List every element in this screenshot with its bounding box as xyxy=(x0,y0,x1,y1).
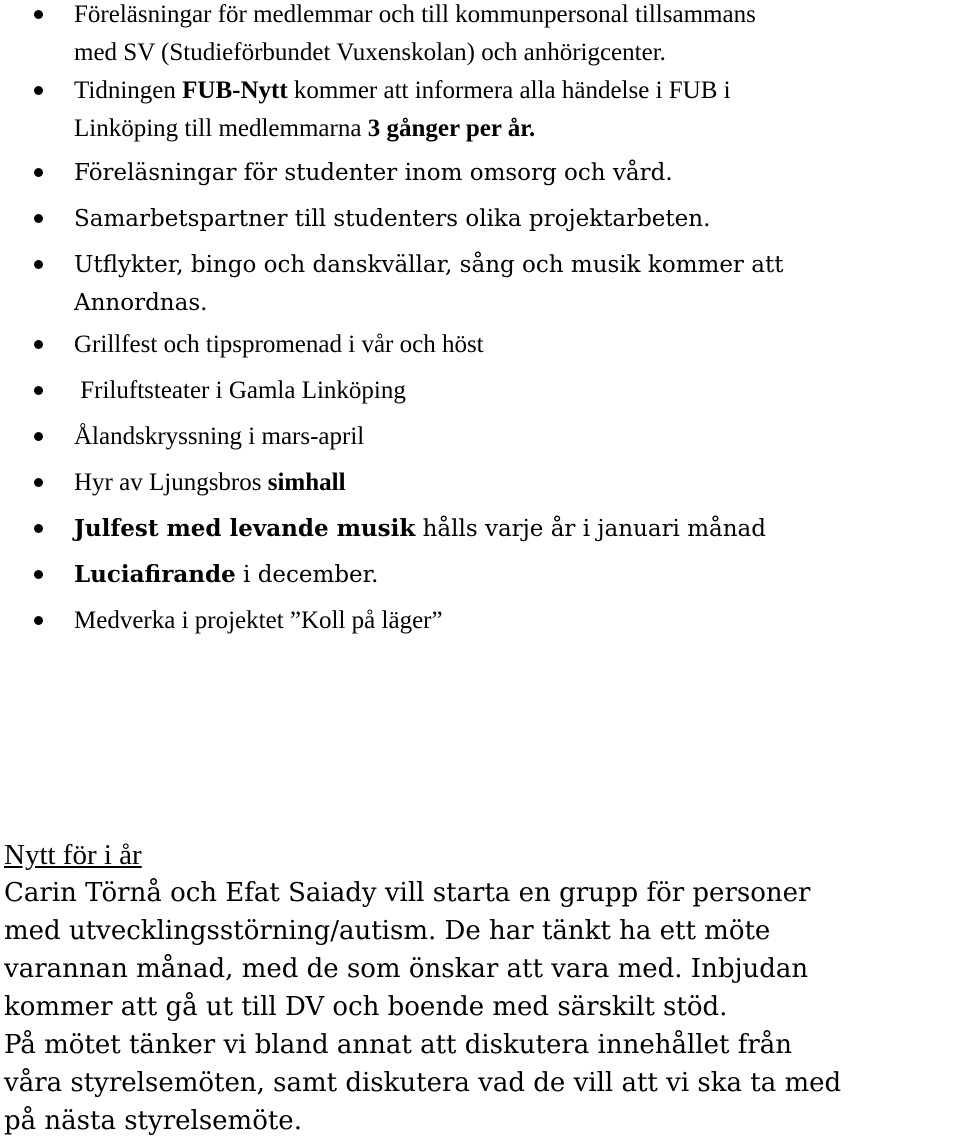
bullet-text: Hyr av Ljungsbros simhall xyxy=(74,469,346,496)
bullet-item xyxy=(74,464,954,502)
bullet-item xyxy=(74,418,954,456)
bullet-text: Utflykter, bingo och danskvällar, sång och musik kommer att xyxy=(74,252,784,278)
bullet-text: Grillfest och tipspromenad i vår och höst xyxy=(74,331,484,358)
bullet-text: Annordnas. xyxy=(74,290,208,316)
bullet-item xyxy=(74,372,954,410)
bullet-item xyxy=(74,0,954,72)
bullet-text: Samarbetspartner till studenters olika projektarbeten. xyxy=(74,206,711,232)
paragraph-line: Carin Törnå och Efat Saiady vill starta en grupp för personer xyxy=(4,878,811,908)
bullet-text: Linköping till medlemmarna 3 gånger per år. xyxy=(74,115,536,142)
bullet-dot xyxy=(34,10,43,19)
bullet-item xyxy=(74,246,954,322)
bullet-dot xyxy=(34,214,43,223)
bullet-text: Föreläsningar för studenter inom omsorg och vård. xyxy=(74,160,673,186)
paragraph-line: kommer att gå ut till DV och boende med särskilt stöd. xyxy=(4,992,728,1022)
bullet-text: Föreläsningar för medlemmar och till kommunpersonal tillsammans xyxy=(74,1,756,28)
bullet-text: Friluftsteater i Gamla Linköping xyxy=(74,377,406,404)
bullet-text: Julfest med levande musik hålls varje år i januari månad xyxy=(74,515,766,542)
paragraph-line: På mötet tänker vi bland annat att diskutera innehållet från xyxy=(4,1030,793,1060)
bullet-text: Luciafirande i december. xyxy=(74,561,379,588)
news-section xyxy=(4,836,954,1140)
bullet-dot xyxy=(34,168,43,177)
bullet-text: med SV (Studieförbundet Vuxenskolan) och anhörigcenter. xyxy=(74,39,666,66)
bullet-item xyxy=(74,602,954,640)
paragraph-line: varannan månad, med de som önskar att vara med. Inbjudan xyxy=(4,954,809,984)
bullet-dot xyxy=(34,86,43,95)
bullet-text: Tidningen FUB-Nytt kommer att informera alla händelse i FUB i xyxy=(74,77,731,104)
bullet-item xyxy=(74,510,954,548)
section-heading: Nytt för i år xyxy=(4,839,142,871)
bullet-dot xyxy=(34,616,43,625)
bullet-dot xyxy=(34,432,43,441)
paragraph-line: med utvecklingsstörning/autism. De har tänkt ha ett möte xyxy=(4,916,771,946)
bullet-item xyxy=(74,326,954,364)
bullet-item xyxy=(74,556,954,594)
bullet-item xyxy=(74,72,954,148)
bullet-dot xyxy=(34,260,43,269)
bullet-dot xyxy=(34,570,43,579)
paragraph-line: på nästa styrelsemöte. xyxy=(4,1106,302,1136)
bullet-dot xyxy=(34,340,43,349)
bullet-dot xyxy=(34,478,43,487)
bullet-item xyxy=(74,200,954,238)
bullet-item xyxy=(74,154,954,192)
bullet-dot xyxy=(34,386,43,395)
bullet-text: Ålandskryssning i mars-april xyxy=(74,423,365,450)
bullet-dot xyxy=(34,524,43,533)
paragraph-line: våra styrelsemöten, samt diskutera vad de vill att vi ska ta med xyxy=(4,1068,842,1098)
bullet-text: Medverka i projektet ”Koll på läger” xyxy=(74,607,443,634)
